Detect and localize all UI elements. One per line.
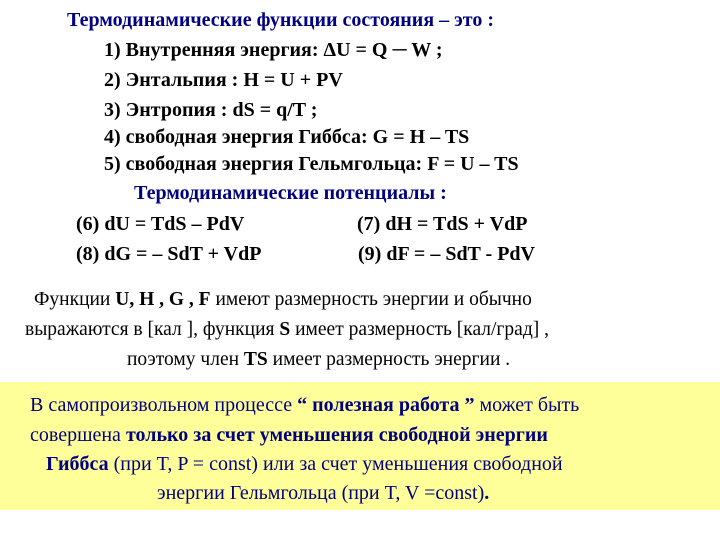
paragraph-text: имеет размерность [кал/град] , bbox=[290, 319, 549, 340]
highlight-line-4 bbox=[157, 483, 489, 503]
highlight-gibbs: Гиббса bbox=[46, 453, 109, 475]
highlight-useful-work: “ полезная работа ” bbox=[297, 394, 475, 416]
paragraph-text: имеет размерность энергии . bbox=[267, 349, 511, 370]
function-helmholtz: 5) свободная энергия Гельмгольца: F = U – TS bbox=[104, 153, 519, 175]
paragraph-text: имеют размерность энергии и обычно bbox=[210, 289, 532, 310]
paragraph-line-1 bbox=[34, 290, 532, 310]
equation-8: (8) dG = – SdT + VdP bbox=[76, 243, 262, 265]
paragraph-line-2 bbox=[25, 320, 549, 340]
paragraph-text: поэтому член bbox=[127, 349, 244, 370]
highlight-text: (при T, P = const) или за счет уменьшения свободной bbox=[108, 453, 563, 475]
paragraph-bold-functions: U, H , G , F bbox=[115, 289, 211, 310]
paragraph-line-3 bbox=[127, 350, 510, 370]
paragraph-text: Функции bbox=[34, 289, 116, 310]
paragraph-bold-s: S bbox=[279, 319, 291, 340]
function-gibbs: 4) свободная энергия Гиббса: G = H – TS bbox=[104, 126, 470, 148]
equation-7: (7) dH = TdS + VdP bbox=[357, 213, 528, 235]
heading: Термодинамические функции состояния – это : bbox=[67, 9, 495, 31]
equation-6: (6) dU = TdS – PdV bbox=[76, 213, 245, 235]
highlight-line-1 bbox=[30, 395, 579, 415]
highlight-line-2 bbox=[30, 425, 548, 445]
highlight-emphasis: только за счет уменьшения свободной энергии bbox=[125, 424, 548, 446]
potentials-title: Термодинамические потенциалы : bbox=[134, 182, 447, 204]
highlight-text: энергии Гельмгольца (при T, V =const) bbox=[157, 482, 485, 504]
function-enthalpy: 2) Энтальпия : H = U + PV bbox=[104, 69, 343, 91]
function-internal-energy: 1) Внутренняя энергия: ΔU = Q ─ W ; bbox=[104, 39, 443, 61]
function-entropy: 3) Энтропия : dS = q/T ; bbox=[104, 99, 318, 121]
highlight-period: . bbox=[484, 482, 490, 504]
highlight-line-3 bbox=[46, 454, 563, 474]
highlight-text: может быть bbox=[474, 394, 580, 416]
equation-9: (9) dF = – SdT - PdV bbox=[358, 243, 535, 265]
highlight-text: совершена bbox=[30, 424, 126, 446]
highlight-text: В самопроизвольном процессе bbox=[30, 394, 298, 416]
paragraph-text: выражаются в [кал ], функция bbox=[25, 319, 280, 340]
paragraph-bold-ts: TS bbox=[243, 349, 268, 370]
